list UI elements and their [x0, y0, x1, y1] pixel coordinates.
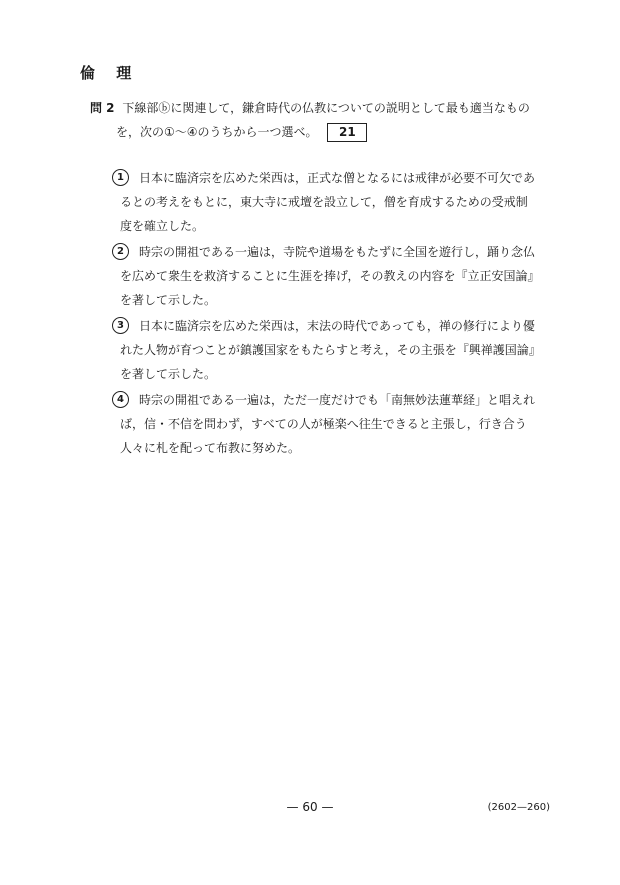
choice-number-3: 3 [112, 317, 129, 334]
choice-2-line-3: を著して示した。 [120, 293, 217, 307]
question-line-1 [90, 96, 550, 120]
choice-2-line-2: を広めて衆生を救済することに生涯を捧げ，その教えの内容を『立正安国論』 [120, 269, 540, 283]
choice-4 [117, 388, 552, 460]
question-text-2: を，次の①～④のうちから一つ選べ。 [116, 125, 318, 139]
choice-3 [117, 314, 552, 386]
choice-number-1: 1 [112, 169, 129, 186]
question-line-2 [90, 120, 550, 144]
choice-number-2: 2 [112, 243, 129, 260]
choices-list [117, 166, 552, 462]
choice-4-line-3: 人々に札を配って布教に努めた。 [120, 441, 301, 455]
choice-1-line-2: るとの考えをもとに，東大寺に戒壇を設立して，僧を育成するための受戒制 [120, 195, 528, 209]
question-text-1: 下線部ⓑに関連して，鎌倉時代の仏教についての説明として最も適当なもの [122, 101, 530, 115]
choice-3-line-3: を著して示した。 [120, 367, 217, 381]
subject-heading: 倫 理 [80, 64, 140, 82]
answer-number-box: 21 [327, 123, 367, 142]
choice-3-line-2: れた人物が育つことが鎮護国家をもたらすと考え，その主張を『興禅護国論』 [120, 343, 541, 357]
choice-1-line-3: 度を確立した。 [120, 219, 205, 233]
choice-4-line-1: 時宗の開祖である一遍は，ただ一度だけでも「南無妙法蓮華経」と唱えれ [139, 393, 536, 407]
document-code: (2602—260) [487, 802, 550, 813]
question-block [90, 96, 550, 144]
choice-1-line-1: 日本に臨済宗を広めた栄西は，正式な僧となるには戒律が必要不可欠であ [139, 171, 536, 185]
choice-4-line-2: ば，信・不信を問わず，すべての人が極楽へ往生できると主張し，行き合う [120, 417, 527, 431]
choice-1 [117, 166, 552, 238]
choice-2 [117, 240, 552, 312]
question-label: 問 2 [90, 101, 115, 115]
choice-3-line-1: 日本に臨済宗を広めた栄西は，末法の時代であっても，禅の修行により優 [139, 319, 535, 333]
choice-number-4: 4 [112, 391, 129, 408]
choice-2-line-1: 時宗の開祖である一遍は，寺院や道場をもたずに全国を遊行し，踊り念仏 [139, 245, 536, 259]
page-number: — 60 — [286, 800, 334, 814]
